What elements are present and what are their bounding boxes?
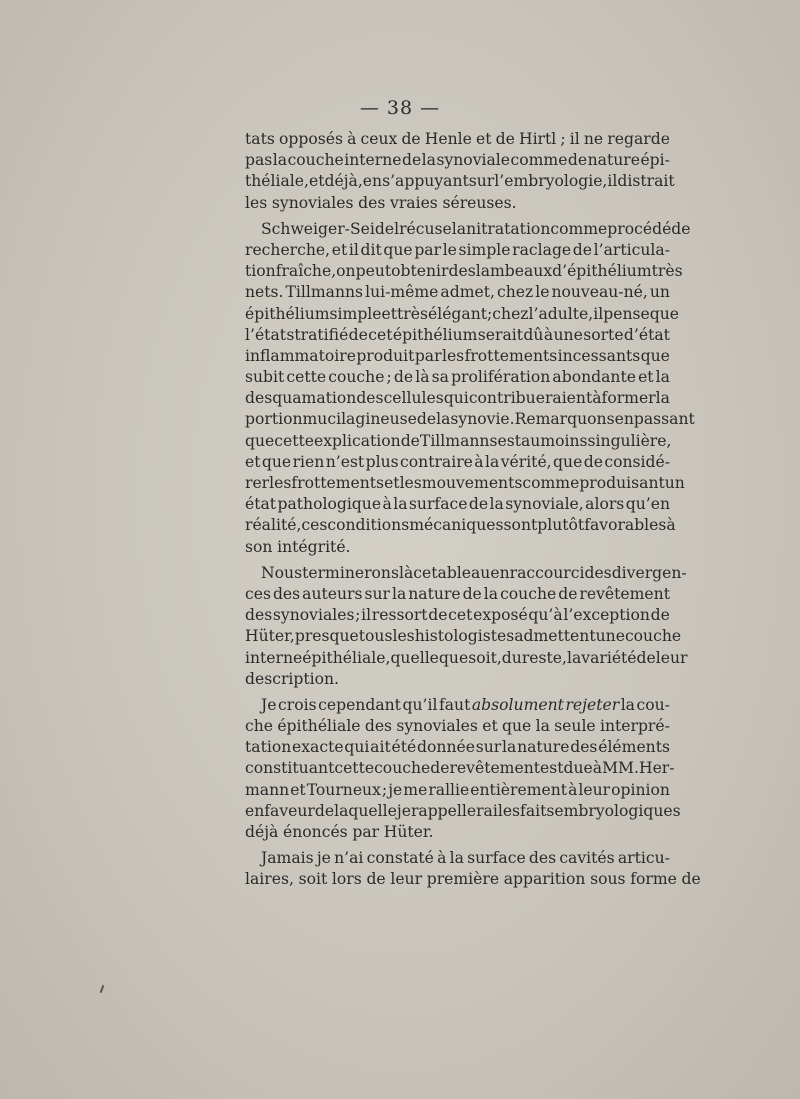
text-line: che épithéliale des synoviales et que la seule interpré- [245,717,670,736]
paragraph [245,219,695,558]
text-line: constituant cette couche de revêtement est due à MM. Her- [245,759,675,778]
text-line: inflammatoire produit par les frottements incessants que [245,346,670,365]
text-line: tion fraîche, on peut obtenir des lambeaux d’épithélium très [245,262,683,281]
text-line: Jamais je n’ai constaté à la surface des cavités articu- [261,849,670,868]
text-line: mann et Tourneux ; je me rallie entièrement à leur opinion [245,780,670,799]
text-line: Schweiger-Seidel récuse la nitratation comme procédé de [261,219,691,238]
text-line: en faveur de laquelle je rappellerai les faits embryologiques [245,801,681,820]
text-line: interne épithéliale, quelle que soit, du reste, la variété de leur [245,648,688,667]
paragraph [245,129,675,214]
text-line: son intégrité. [245,537,351,556]
text-line: des synoviales ; il ressort de cet exposé qu’à l’exception de [245,606,670,625]
paragraph [245,848,701,890]
body-text [245,129,701,896]
text-line: épithélium simple et très élégant ; chez l’adulte, il pense que [245,304,679,323]
text-line: description. [245,669,340,688]
text-line: portion mucilagineuse de la synovie. Remarquons en passant [245,410,695,429]
text-line: pas la couche interne de la synoviale comme de nature épi- [245,151,670,170]
text-line: tation exacte qui ait été donnée sur la nature des éléments [245,738,670,757]
text-line: Nous terminerons là ce tableau en raccourci des divergen- [261,563,687,582]
paragraph [245,695,681,843]
text-line: théliale, et déjà, en s’appuyant sur l’embryologie, il distrait [245,172,675,191]
paragraph [245,563,688,690]
text-line: Je crois cependant qu’il faut absolument rejeter la cou- [261,695,670,714]
text-line: et que rien n’est plus contraire à la vérité, que de considé- [245,452,670,471]
text-line: ces des auteurs sur la nature de la couche de revêtement [245,584,670,603]
margin-mark [100,985,105,993]
page-number: — 38 — [359,97,441,119]
text-line: que cette explication de Tillmanns est au moins singulière, [245,431,672,450]
text-line: réalité, ces conditions mécaniques sont plutôt favorables à [245,516,676,535]
text-line: les synoviales des vraies séreuses. [245,193,517,212]
text-line: l’état stratifié de cet épithélium serait dû à une sorte d’état [245,325,670,344]
text-line: desquamation des cellules qui contribueraient à former la [245,389,670,408]
text-line: rer les frottements et les mouvements comme produisant un [245,474,685,492]
text-line: tats opposés à ceux de Henle et de Hirtl ; il ne regarde [245,130,670,148]
text-line: nets. Tillmanns lui-même admet, chez le nouveau-né, un [245,283,670,302]
text-line: laires, soit lors de leur première apparition sous forme de [245,870,701,889]
text-line: subit cette couche ; de là sa prolifération abondante et la [245,368,670,387]
text-line: état pathologique à la surface de la synoviale, alors qu’en [245,495,670,514]
text-line: déjà énoncés par Hüter. [245,823,434,841]
text-line: Hüter, presque tous les histologistes admettent une couche [245,627,682,646]
text-line: recherche, et il dit que par le simple raclage de l’articula- [245,240,670,259]
